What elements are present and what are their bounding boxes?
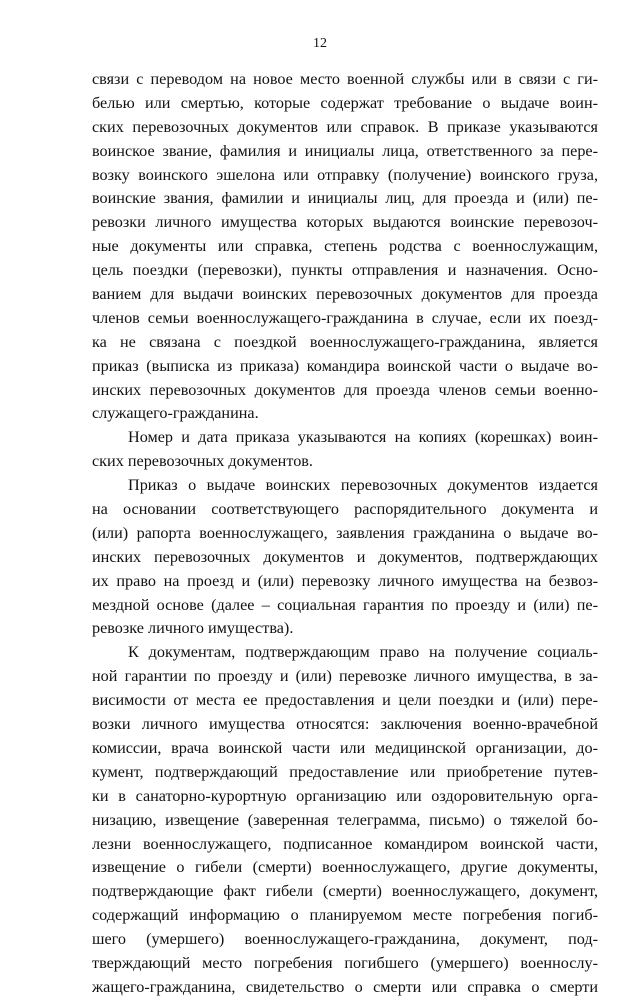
text-line: ка не связана с поездкой военнослужащего-гражданина, является <box>92 332 598 351</box>
paragraph-first-line: Номер и дата приказа указываются на копиях (корешках) воин- <box>128 428 598 447</box>
text-line: ревозки личного имущества которых выдаются воинские перевозоч- <box>92 213 598 232</box>
text-line: комиссии, врача воинской части или медицинской организации, до- <box>92 738 598 757</box>
text-line: воинское звание, фамилия и инициалы лица, ответственного за пере- <box>92 141 598 160</box>
text-line: лезни военнослужащего, подписанное командиром воинской части, <box>92 834 598 853</box>
page-number: 12 <box>313 36 327 51</box>
text-line: подтверждающие факт гибели (смерти) военнослужащего, документ, <box>92 882 598 901</box>
text-line: их право на проезд и (или) перевозку личного имущества на безвоз- <box>92 571 598 590</box>
text-line: (или) рапорта военнослужащего, заявления гражданина о выдаче во- <box>92 523 598 542</box>
text-line: ной гарантии по проезду и (или) перевозке личного имущества, в за- <box>92 667 598 686</box>
text-line: членов семьи военнослужащего-гражданина в случае, если их поезд- <box>92 308 598 327</box>
text-line: ванием для выдачи воинских перевозочных документов для проезда <box>92 285 598 304</box>
text-line: ки в санаторно-курортную организацию или оздоровительную орга- <box>92 786 598 805</box>
text-line: извещение о гибели (смерти) военнослужащего, другие документы, <box>92 858 598 877</box>
text-line: шего (умершего) военнослужащего-гражданина, документ, под- <box>92 930 598 949</box>
text-line: мездной основе (далее – социальная гарантия по проезду и (или) пе- <box>92 595 598 614</box>
text-line: инских перевозочных документов для проезда членов семьи военно- <box>92 380 598 399</box>
text-line: ные документы или справка, степень родства с военнослужащим, <box>92 237 598 256</box>
text-line: кумент, подтверждающий предоставление или приобретение путев- <box>92 762 598 781</box>
text-line: жащего-гражданина, свидетельство о смерти или справка о смерти <box>92 977 598 996</box>
text-line: на основании соответствующего распорядительного документа и <box>92 500 598 519</box>
text-line: воинские звания, фамилии и инициалы лиц, для проезда и (или) пе- <box>92 189 598 208</box>
text-line: инских перевозочных документов и документов, подтверждающих <box>92 547 598 566</box>
text-line: висимости от места ее предоставления и цели поездки и (или) пере- <box>92 691 598 710</box>
text-line: содержащий информацию о планируемом месте погребения погиб- <box>92 906 598 925</box>
paragraph-first-line: К документам, подтверждающим право на получение социаль- <box>128 643 598 662</box>
text-line: цель поездки (перевозки), пункты отправления и назначения. Осно- <box>92 261 598 280</box>
paragraph-first-line: Приказ о выдаче воинских перевозочных документов издается <box>128 476 598 495</box>
text-line: низацию, извещение (заверенная телеграмма, письмо) о тяжелой бо- <box>92 810 598 829</box>
text-line: служащего-гражданина. <box>92 404 259 423</box>
text-line: ских перевозочных документов. <box>92 452 313 471</box>
text-line: белью или смертью, которые содержат требование о выдаче воин- <box>92 93 598 112</box>
text-line: возку воинского эшелона или отправку (получение) воинского груза, <box>92 165 598 184</box>
text-line: ских перевозочных документов или справок. В приказе указываются <box>92 117 598 136</box>
text-line: ревозке личного имущества). <box>92 619 294 638</box>
text-line: возки личного имущества относятся: заключения военно-врачебной <box>92 715 598 734</box>
document-body <box>92 68 598 1000</box>
text-line: связи с переводом на новое место военной службы или в связи с ги- <box>92 70 598 88</box>
text-line: тверждающий место погребения погибшего (умершего) военнослу- <box>92 953 598 972</box>
text-line: приказ (выписка из приказа) командира воинской части о выдаче во- <box>92 356 598 375</box>
